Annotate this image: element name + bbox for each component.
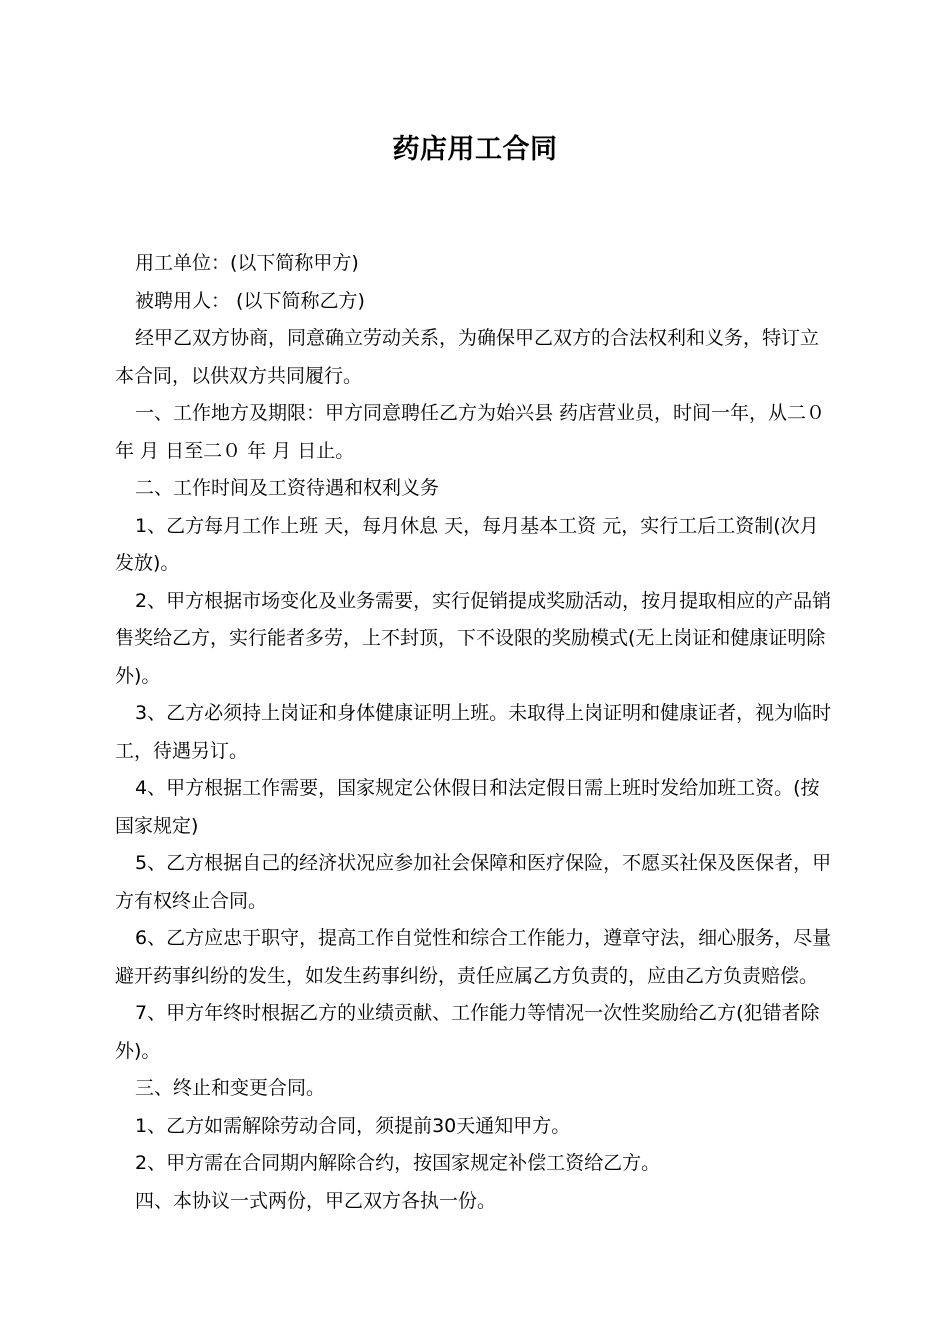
document-body <box>115 245 837 1220</box>
paragraph-employer: 用工单位：(以下简称甲方) <box>135 252 359 274</box>
paragraph-clause-2-7: 7、甲方年终时根据乙方的业绩贡献、工作能力等情况一次性奖励给乙方(犯错者除外)。 <box>115 1002 820 1062</box>
paragraph-clause-2-5: 5、乙方根据自己的经济状况应参加社会保障和医疗保险，不愿买社保及医保者，甲方有权终止合同。 <box>115 852 832 912</box>
document-title: 药店用工合同 <box>392 134 558 165</box>
paragraph-section-1: 一、工作地方及期限：甲方同意聘任乙方为始兴县 药店营业员，时间一年，从二０年 月 日至二０ 年 月 日止。 <box>115 402 826 462</box>
paragraph-clause-2-6: 6、乙方应忠于职守，提高工作自觉性和综合工作能力，遵章守法，细心服务，尽量避开药事纠纷的发生，如发生药事纠纷，责任应属乙方负责的，应由乙方负责赔偿。 <box>115 927 832 987</box>
paragraph-preamble: 经甲乙双方协商，同意确立劳动关系，为确保甲乙双方的合法权利和义务，特订立本合同，以供双方共同履行。 <box>115 327 820 387</box>
paragraph-section-2-heading: 二、工作时间及工资待遇和权利义务 <box>135 477 440 499</box>
paragraph-clause-2-2: 2、甲方根据市场变化及业务需要，实行促销提成奖励活动，按月提取相应的产品销售奖给乙方，实行能者多劳，上不封顶，下不设限的奖励模式(无上岗证和健康证明除外)。 <box>115 589 832 687</box>
paragraph-clause-2-3: 3、乙方必须持上岗证和身体健康证明上班。未取得上岗证明和健康证者，视为临时工，待遇另订。 <box>115 702 832 762</box>
paragraph-employee: 被聘用人： (以下简称乙方) <box>135 289 365 312</box>
paragraph-clause-3-1: 1、乙方如需解除劳动合同，须提前30天通知甲方。 <box>135 1114 571 1137</box>
paragraph-clause-2-1: 1、乙方每月工作上班 天，每月休息 天，每月基本工资 元，实行工后工资制(次月发放)。 <box>115 514 819 574</box>
paragraph-section-4: 四、本协议一式两份，甲乙双方各执一份。 <box>135 1189 497 1212</box>
paragraph-clause-3-2: 2、甲方需在合同期内解除合约，按国家规定补偿工资给乙方。 <box>135 1152 661 1174</box>
paragraph-clause-2-4: 4、甲方根据工作需要，国家规定公休假日和法定假日需上班时发给加班工资。(按国家规定) <box>115 777 820 837</box>
paragraph-section-3-heading: 三、终止和变更合同。 <box>135 1077 326 1099</box>
